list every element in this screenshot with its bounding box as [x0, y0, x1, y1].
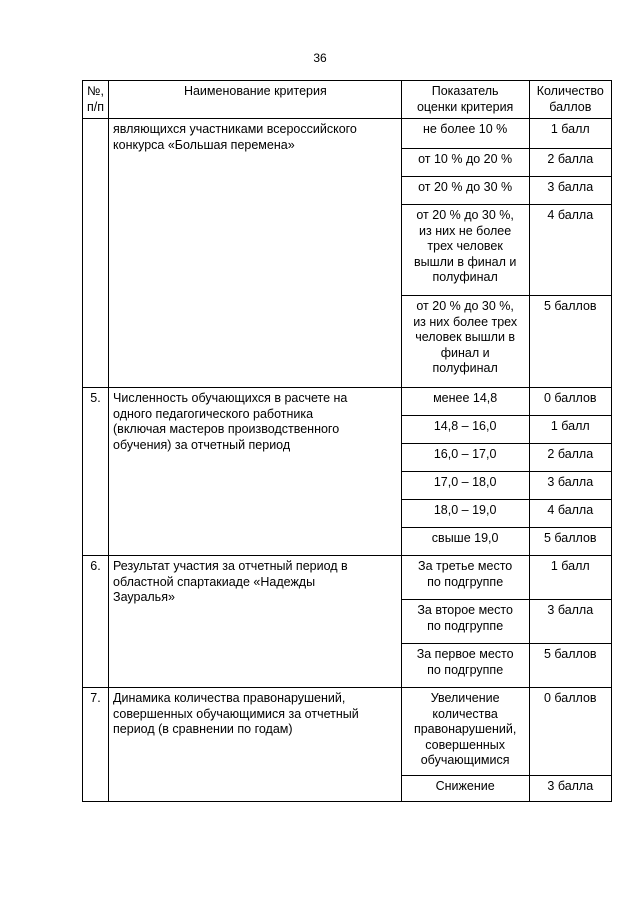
table-row — [83, 556, 612, 600]
indicator-cell: За третье место по подгруппе — [401, 556, 529, 600]
indicator-cell: от 20 % до 30 %, из них не более трех человек вышли в финал и полуфинал — [401, 205, 529, 296]
indicator-cell: менее 14,8 — [401, 388, 529, 416]
points-cell: 1 балл — [529, 556, 611, 600]
row-num — [83, 119, 109, 388]
row-num: 6. — [83, 556, 109, 688]
points-cell: 3 балла — [529, 177, 611, 205]
indicator-cell: 17,0 – 18,0 — [401, 472, 529, 500]
table-header-row — [83, 81, 612, 119]
header-num: №, п/п — [83, 81, 109, 119]
indicator-cell: от 10 % до 20 % — [401, 149, 529, 177]
indicator-cell: 14,8 – 16,0 — [401, 416, 529, 444]
table-row — [83, 119, 612, 149]
indicator-cell: За первое место по подгруппе — [401, 644, 529, 688]
points-cell: 3 балла — [529, 776, 611, 802]
indicator-cell: не более 10 % — [401, 119, 529, 149]
points-cell: 1 балл — [529, 416, 611, 444]
criterion-name: Динамика количества правонарушений, совершенных обучающимися за отчетный период (в сравнении по годам) — [109, 688, 402, 802]
row-num: 7. — [83, 688, 109, 802]
indicator-cell: от 20 % до 30 %, из них более трех человек вышли в финал и полуфинал — [401, 296, 529, 388]
criterion-name: Численность обучающихся в расчете на одного педагогического работника (включая мастеров производственного обучения) за отчетный период — [109, 388, 402, 556]
indicator-cell: Увеличение количества правонарушений, совершенных обучающимися — [401, 688, 529, 776]
table-row — [83, 688, 612, 776]
points-cell: 3 балла — [529, 472, 611, 500]
indicator-cell: За второе место по подгруппе — [401, 600, 529, 644]
points-cell: 5 баллов — [529, 528, 611, 556]
indicator-cell: 16,0 – 17,0 — [401, 444, 529, 472]
points-cell: 5 баллов — [529, 296, 611, 388]
points-cell: 3 балла — [529, 600, 611, 644]
points-cell: 4 балла — [529, 500, 611, 528]
points-cell: 5 баллов — [529, 644, 611, 688]
points-cell: 0 баллов — [529, 688, 611, 776]
points-cell: 2 балла — [529, 149, 611, 177]
points-cell: 1 балл — [529, 119, 611, 149]
row-num: 5. — [83, 388, 109, 556]
points-cell: 4 балла — [529, 205, 611, 296]
points-cell: 0 баллов — [529, 388, 611, 416]
header-points: Количество баллов — [529, 81, 611, 119]
header-indicator: Показатель оценки критерия — [401, 81, 529, 119]
criteria-table — [82, 80, 612, 802]
indicator-cell: 18,0 – 19,0 — [401, 500, 529, 528]
indicator-cell: свыше 19,0 — [401, 528, 529, 556]
criterion-name: Результат участия за отчетный период в областной спартакиаде «Надежды Зауралья» — [109, 556, 402, 688]
indicator-cell: Снижение — [401, 776, 529, 802]
header-name: Наименование критерия — [109, 81, 402, 119]
criterion-name: являющихся участниками всероссийского конкурса «Большая перемена» — [109, 119, 402, 388]
page-number: 36 — [313, 51, 327, 65]
points-cell: 2 балла — [529, 444, 611, 472]
indicator-cell: от 20 % до 30 % — [401, 177, 529, 205]
table-row — [83, 388, 612, 416]
